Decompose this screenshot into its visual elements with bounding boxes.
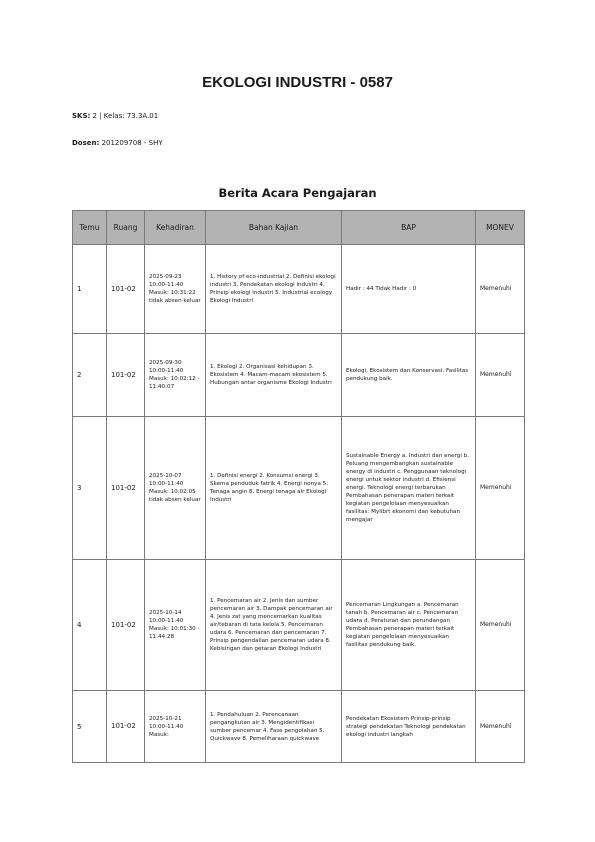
cell-bahan-kajian: 1. History of eco-industrial 2. Definisi ekologi industri 3. Pendekatan ekologi industri 4. Prinsip ekologi industri 5. Industrial ecology Ekologi Industri xyxy=(206,245,342,334)
teaching-record-table xyxy=(72,210,525,763)
cell-bahan-kajian: 1. Pencemaran air 2. Jenis dan sumber pencemaran air 3. Dampak pencemaran air 4. Jenis zat yang mencemarkan kualitas air/tebaran di tata kelola 5. Pencemaran udara 6. Pencemaran dan pencemaran 7. Prinsip pengendalian pencemaran udara 8. Kebisingan dan getaran Ekologi Industri xyxy=(206,560,342,691)
cell-bahan-kajian: 1. Definisi energi 2. Konsumsi energi 3. Skema penduduk fatrik 4. Energi nonya 5. Tenaga angin 8. Energi tenaga air Ekologi Industri xyxy=(206,417,342,560)
table-row xyxy=(73,245,525,334)
cell-ruang: 101-02 xyxy=(107,691,145,763)
header-temu: Temu xyxy=(73,211,107,245)
cell-bap: Pencemaran Lingkungan a. Pencemaran tanah b. Pencemaran air c. Pencemaran udara d. Peraturan dan perundangan Pembahasan penerapan materi terkait kegiatan pengelolaan menyesuaikan fasilitas pendukung baik. xyxy=(342,560,476,691)
cell-temu: 5 xyxy=(73,691,107,763)
cell-kehadiran: 2025-09-30 10:00-11:40 Masuk: 10:02:12 - 11:40:07 xyxy=(145,334,206,417)
sks-class-value: 2 | Kelas: 73.3A.01 xyxy=(92,112,159,120)
course-info xyxy=(72,112,158,120)
cell-bahan-kajian: 1. Pendahuluan 2. Perencanaan pengangkutan air 3. Mengidentifikasi sumber pencemar 4. Fase pengolahan 5. Quickwave 8. Pemeliharaan quickwave xyxy=(206,691,342,763)
cell-bahan-kajian: 1. Ekologi 2. Organisasi kehidupan 3. Ekosistem 4. Macam-macam ekosistem 5. Hubungan antar organisme Ekologi Industri xyxy=(206,334,342,417)
lecturer-info xyxy=(72,139,163,147)
document-title: EKOLOGI INDUSTRI - 0587 xyxy=(202,74,393,91)
table-row xyxy=(73,560,525,691)
sks-label: SKS: xyxy=(72,112,91,120)
header-kehadiran: Kehadiran xyxy=(145,211,206,245)
dosen-value: 201209708 - SHY xyxy=(101,139,163,147)
cell-monev: Memenuhi xyxy=(476,334,525,417)
cell-bap: Pendekatan Ekosistem Prinsip-prinsip strategi pendekatan Teknologi pendekatan ekologi industri langkah xyxy=(342,691,476,763)
cell-ruang: 101-02 xyxy=(107,245,145,334)
header-bahan-kajian: Bahan Kajian xyxy=(206,211,342,245)
cell-monev: Memenuhi xyxy=(476,560,525,691)
header-ruang: Ruang xyxy=(107,211,145,245)
cell-monev: Memenuhi xyxy=(476,417,525,560)
cell-temu: 3 xyxy=(73,417,107,560)
cell-bap: Sustainable Energy a. Industri dan energi b. Peluang mengembangkan sustainable energy di industri c. Penggunaan teknologi energi untuk sektor industri d. Efisiensi energi. Teknologi energi terbarukan Pembahasan penerapan materi terkait kegiatan pengelolaan menyesuaikan fasilitas: Mylibrt ekonomi dan kebutuhan mengajar xyxy=(342,417,476,560)
cell-kehadiran: 2025-10-14 10:00-11:40 Masuk: 10:01:30 - 11:44:28 xyxy=(145,560,206,691)
table-row xyxy=(73,334,525,417)
section-title: Berita Acara Pengajaran xyxy=(218,186,377,200)
cell-ruang: 101-02 xyxy=(107,334,145,417)
dosen-label: Dosen: xyxy=(72,139,100,147)
header-bap: BAP xyxy=(342,211,476,245)
cell-ruang: 101-02 xyxy=(107,560,145,691)
cell-temu: 2 xyxy=(73,334,107,417)
cell-bap: Hadir : 44 Tidak Hadir : 0 xyxy=(342,245,476,334)
cell-ruang: 101-02 xyxy=(107,417,145,560)
table-row xyxy=(73,691,525,763)
cell-monev: Memenuhi xyxy=(476,245,525,334)
cell-kehadiran: 2025-10-07 10:00-11:40 Masuk: 10:02:05 tidak absen keluar xyxy=(145,417,206,560)
cell-bap: Ekologi, Ekosistem dan Konservasi. Fasilitas pendukung baik. xyxy=(342,334,476,417)
header-monev: MONEV xyxy=(476,211,525,245)
cell-monev: Memenuhi xyxy=(476,691,525,763)
cell-temu: 4 xyxy=(73,560,107,691)
cell-kehadiran: 2025-09-23 10:00-11:40 Masuk: 10:31:22 tidak absen keluar xyxy=(145,245,206,334)
cell-temu: 1 xyxy=(73,245,107,334)
table-row xyxy=(73,417,525,560)
table-header-row xyxy=(73,211,525,245)
cell-kehadiran: 2025-10-21 10:00-11:40 Masuk: xyxy=(145,691,206,763)
